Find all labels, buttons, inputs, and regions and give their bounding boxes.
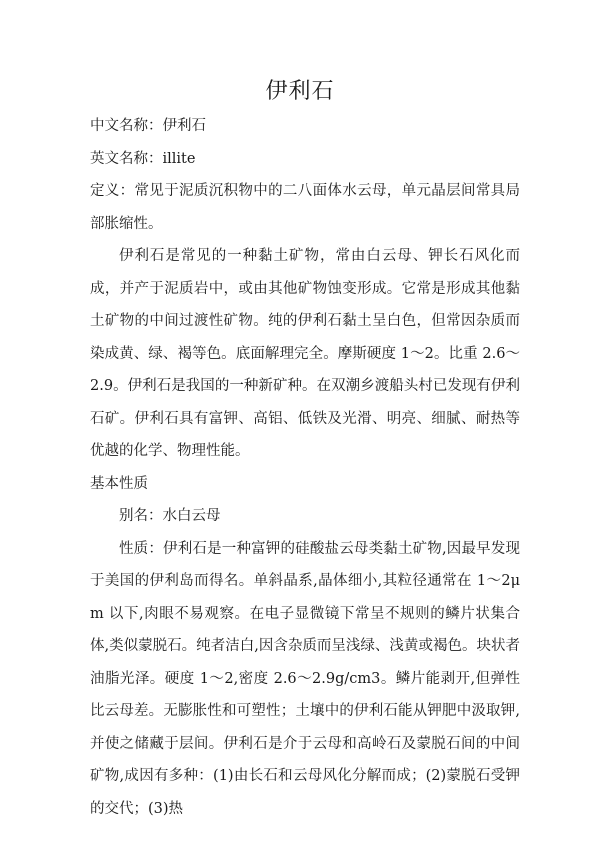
section-heading-basic-properties: 基本性质 xyxy=(90,475,148,492)
description-paragraph: 伊利石是常见的一种黏土矿物，常由白云母、钾长石风化而成，并产于泥质岩中，或由其他矿物蚀变形成。它常是形成其他黏土矿物的中间过渡性矿物。纯的伊利石黏土呈白色，但常因杂质而染成黄、绿、褐等色。底面解理完全。摩斯硬度 1～2。比重 2.6～2.9。伊利石是我国的一种新矿种。在双潮乡渡船头村已发现有伊利石矿。伊利石具有富钾、高铝、低铁及光滑、明亮、细腻、耐热等优越的化学、物理性能。 xyxy=(90,248,520,459)
document-body xyxy=(90,110,520,825)
definition-paragraph: 定义：常见于泥质沉积物中的二八面体水云母，单元晶层间常具局部胀缩性。 xyxy=(90,183,520,232)
properties-paragraph: 性质：伊利石是一种富钾的硅酸盐云母类黏土矿物,因最早发现于美国的伊利岛而得名。单斜晶系,晶体细小,其粒径通常在 1～2μm 以下,肉眼不易观察。在电子显微镜下常呈不规则的鳞片状集合体,类似蒙脱石。纯者洁白,因含杂质而呈浅绿、浅黄或褐色。块状者油脂光泽。硬度 1～2,密度 2.6～2.9g/cm3。鳞片能剥开,但弹性比云母差。无膨胀性和可塑性；土壤中的伊利石能从钾肥中汲取钾,并使之储藏于层间。伊利石是介于云母和高岭石及蒙脱石间的中间矿物,成因有多种：(1)由长石和云母风化分解而成；(2)蒙脱石受钾的交代；(3)热 xyxy=(90,540,520,817)
alias-line: 别名：水白云母 xyxy=(119,508,221,524)
document-title: 伊利石 xyxy=(265,79,335,104)
chinese-name-line: 中文名称：伊利石 xyxy=(90,118,206,134)
english-name-line: 英文名称：illite xyxy=(90,150,196,167)
